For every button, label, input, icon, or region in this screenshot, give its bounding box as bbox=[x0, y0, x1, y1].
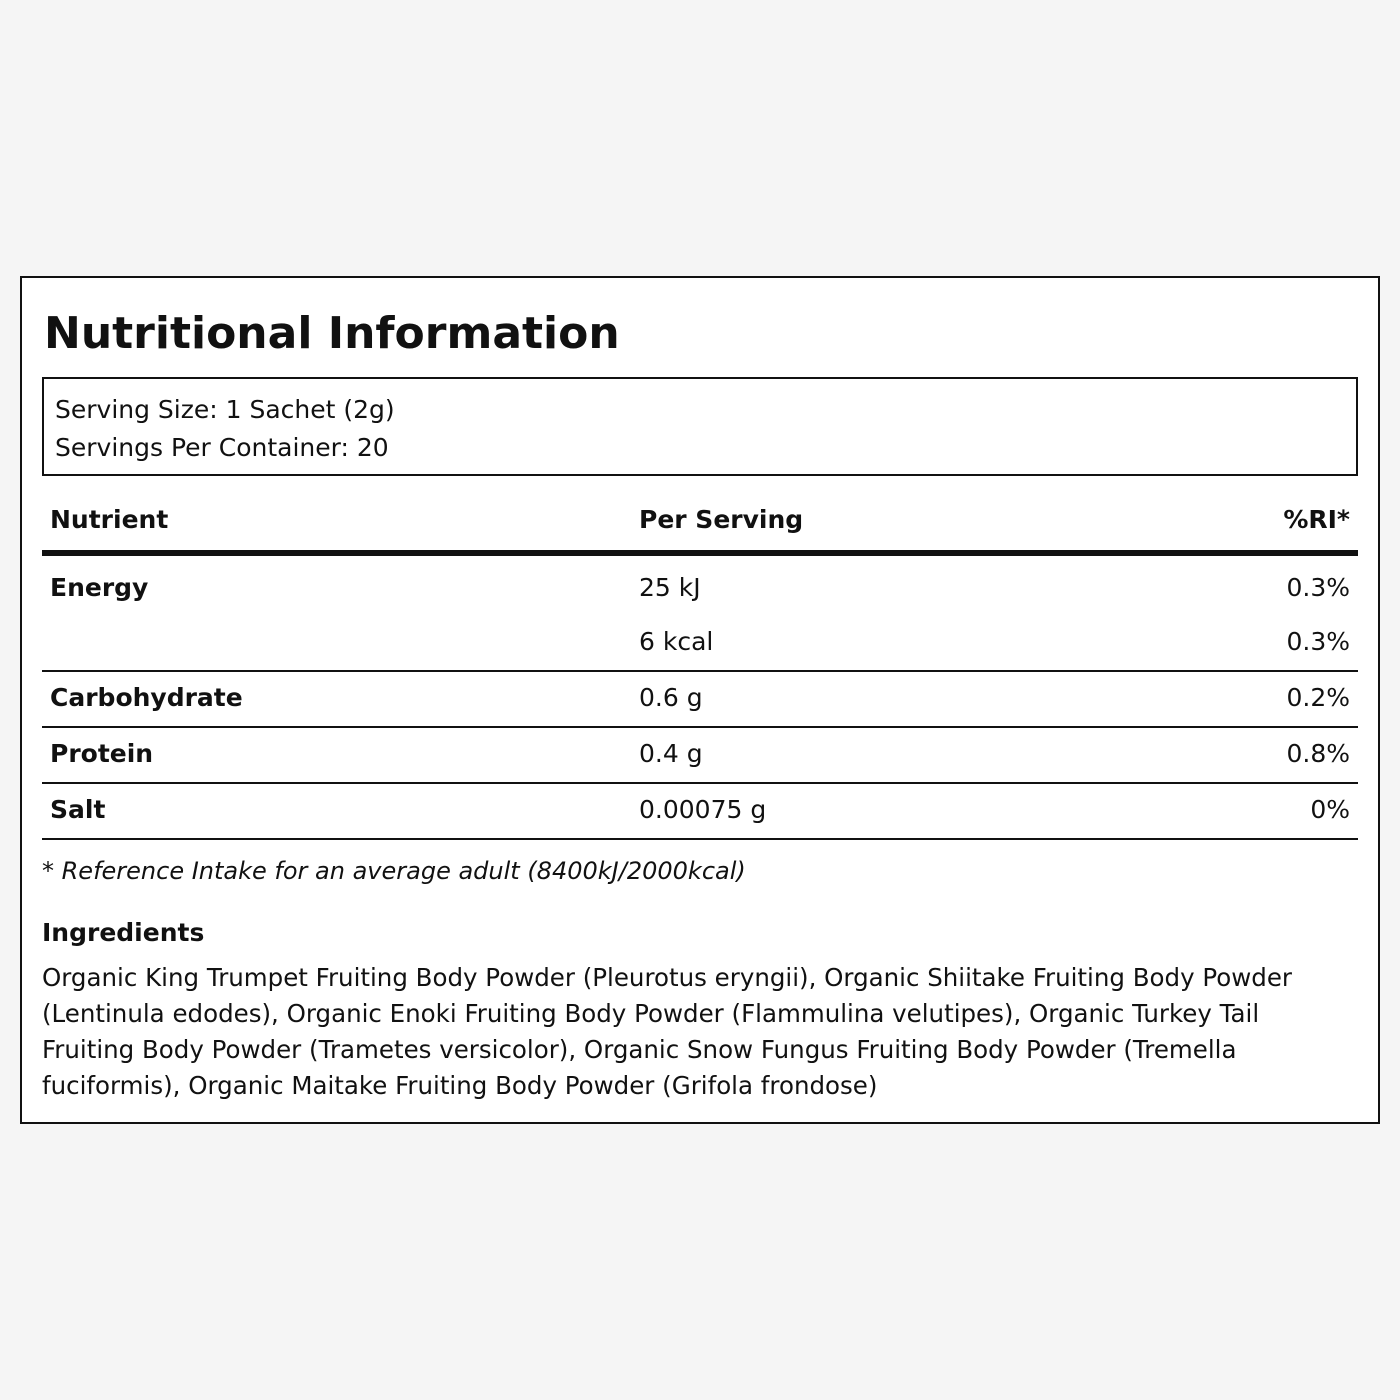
nutrient-name: Energy bbox=[50, 573, 149, 602]
reference-intake-footnote: * Reference Intake for an average adult (8400kJ/2000kcal) bbox=[42, 857, 746, 885]
ri-value: 0.8% bbox=[1286, 739, 1350, 768]
serving-size: Serving Size: 1 Sachet (2g) bbox=[55, 395, 395, 424]
serving-info-box bbox=[42, 377, 1358, 476]
per-serving-value: 0.00075 g bbox=[639, 795, 767, 824]
ri-value: 0% bbox=[1310, 795, 1350, 824]
table-row-salt bbox=[42, 784, 1358, 840]
ingredients-list: Organic King Trumpet Fruiting Body Powder (Pleurotus eryngii), Organic Shiitake Fruiting Body Powder (Lentinula edodes), Organic Enoki Fruiting Body Powder (Flammulina velutipes), Organic Turkey Tail Fruiting Body Powder (Trametes versicolor), Organic Snow Fungus Fruiting Body Powder (Tremella fuciformis), Organic Maitake Fruiting Body Powder (Grifola frondose) bbox=[42, 963, 1292, 1100]
nutrition-label bbox=[20, 276, 1380, 1124]
header-nutrient: Nutrient bbox=[50, 505, 169, 534]
nutrient-name: Carbohydrate bbox=[50, 683, 243, 712]
nutrient-name: Protein bbox=[50, 739, 154, 768]
ri-value: 0.3% bbox=[1286, 573, 1350, 602]
per-serving-value: 0.6 g bbox=[639, 683, 703, 712]
label-title: Nutritional Information bbox=[44, 308, 620, 359]
per-serving-value: 0.4 g bbox=[639, 739, 703, 768]
per-serving-value: 25 kJ bbox=[639, 573, 701, 602]
servings-per-container: Servings Per Container: 20 bbox=[55, 433, 389, 462]
nutrient-name: Salt bbox=[50, 795, 106, 824]
ri-value: 0.2% bbox=[1286, 683, 1350, 712]
per-serving-value: 6 kcal bbox=[639, 627, 714, 656]
header-ri: %RI* bbox=[1283, 505, 1350, 534]
ri-value: 0.3% bbox=[1286, 627, 1350, 656]
ingredients-heading: Ingredients bbox=[42, 918, 205, 947]
table-row-carbohydrate bbox=[42, 672, 1358, 728]
header-per-serving: Per Serving bbox=[639, 505, 804, 534]
table-row-energy bbox=[42, 556, 1358, 672]
table-header-row bbox=[42, 500, 1358, 556]
table-row-protein bbox=[42, 728, 1358, 784]
